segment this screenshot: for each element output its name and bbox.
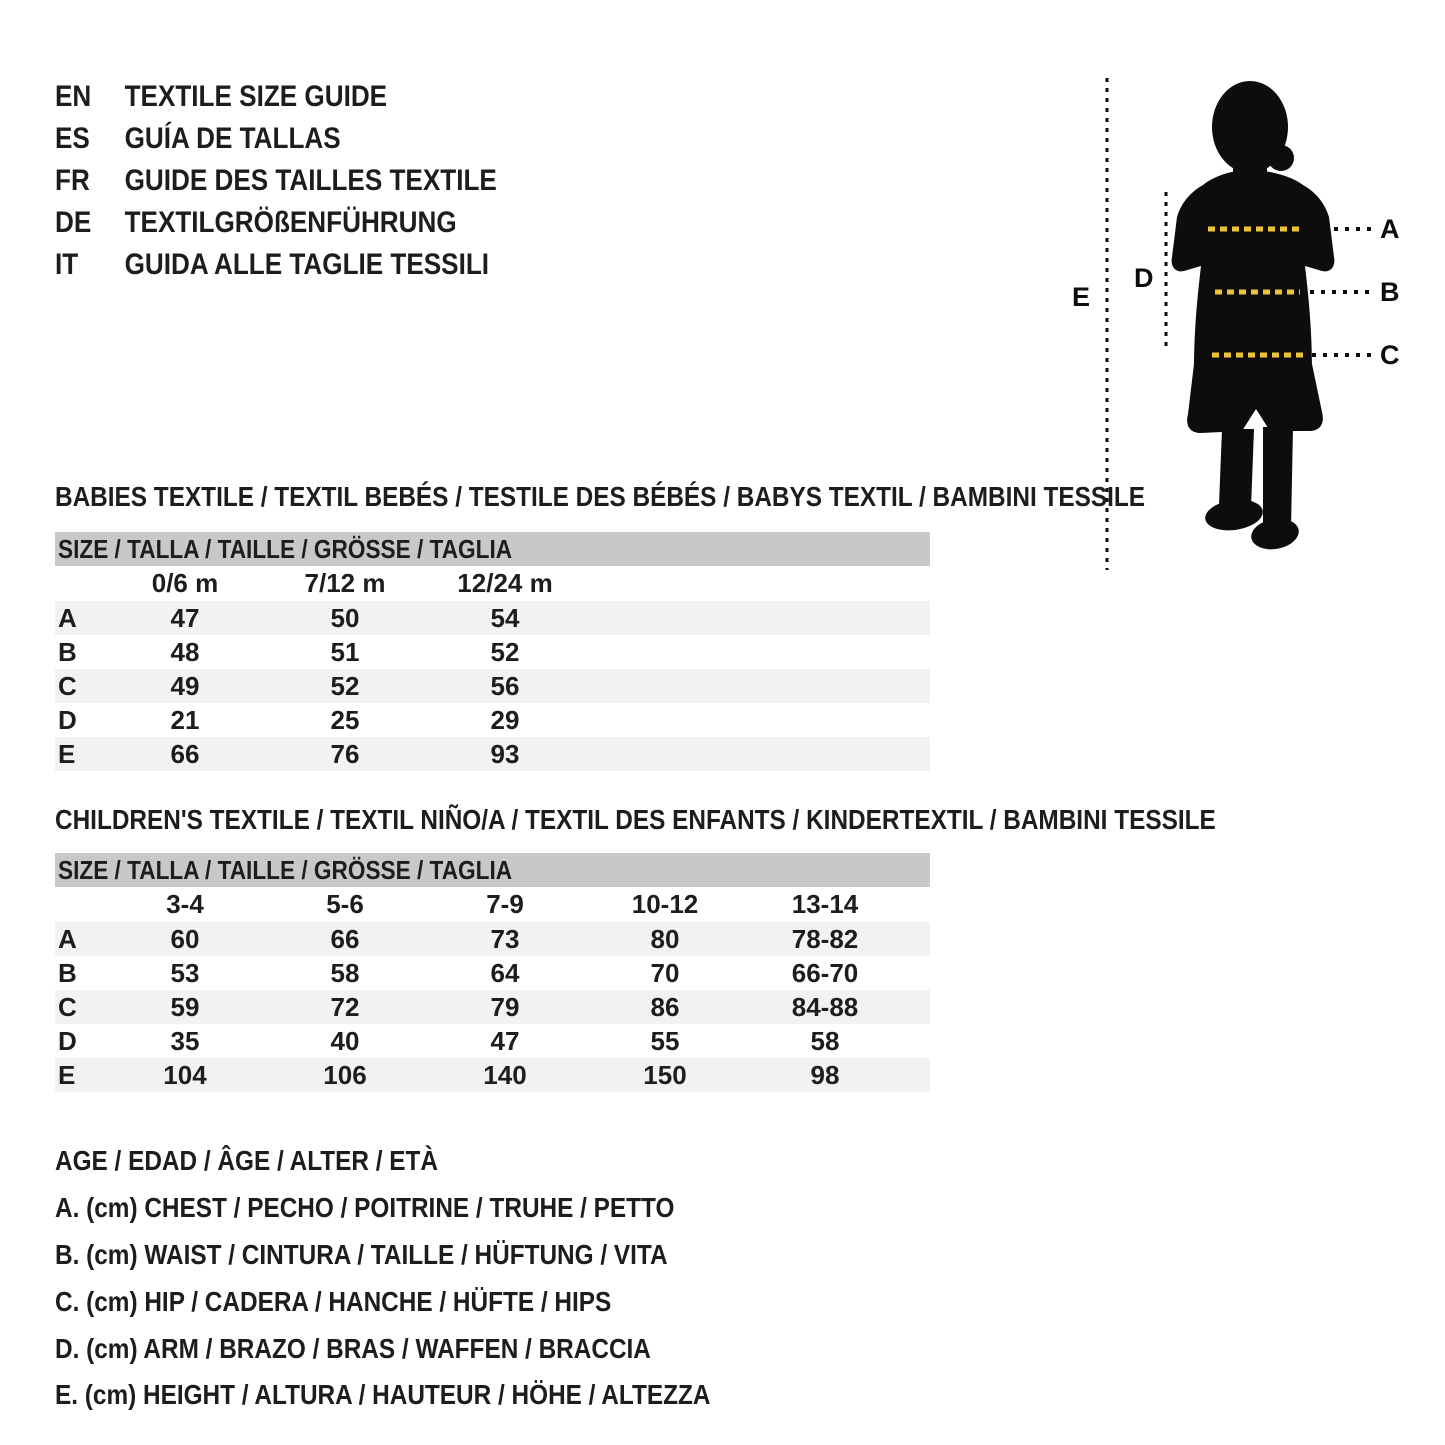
row-cells [105, 705, 585, 736]
babies-table-body [55, 601, 930, 771]
row-cells [105, 671, 585, 702]
table-cell: 150 [643, 1059, 687, 1090]
table-cell: 52 [330, 670, 360, 701]
table-row [55, 1058, 930, 1092]
row-label: B [58, 636, 77, 667]
table-cell: 84-88 [791, 991, 859, 1022]
table-row [55, 956, 930, 990]
table-cell: 59 [170, 991, 200, 1022]
language-title-row [55, 76, 497, 118]
table-cell: 104 [163, 1059, 207, 1090]
legend-line: AGE / EDAD / ÂGE / ALTER / ETÀ [55, 1145, 439, 1177]
table-cell: 66 [330, 923, 360, 954]
row-label: B [58, 957, 77, 988]
language-code: ES [55, 122, 90, 155]
table-cell: 49 [170, 670, 200, 701]
silhouette-shirt [1172, 170, 1335, 370]
table-cell: 54 [490, 602, 520, 633]
language-code: EN [55, 80, 92, 113]
label-d: D [1134, 263, 1154, 293]
row-cells [105, 992, 905, 1023]
table-cell: 51 [330, 636, 360, 667]
legend-line: E. (cm) HEIGHT / ALTURA / HAUTEUR / HÖHE / ALTEZZA [55, 1379, 711, 1411]
table-cell: 55 [650, 1025, 680, 1056]
children-table-body [55, 922, 930, 1092]
table-cell: 70 [650, 957, 680, 988]
column-header: 13-14 [791, 889, 859, 919]
table-cell: 48 [170, 636, 200, 667]
child-silhouette [1172, 81, 1335, 553]
language-code: FR [55, 164, 90, 197]
table-cell: 73 [490, 923, 520, 954]
column-header: 7-9 [486, 889, 524, 919]
row-cells [105, 958, 905, 989]
table-row [55, 601, 930, 635]
table-cell: 98 [810, 1059, 840, 1090]
legend-line: C. (cm) HIP / CADERA / HANCHE / HÜFTE / HIPS [55, 1285, 612, 1317]
column-header: 12/24 m [457, 568, 553, 598]
row-cells [105, 924, 905, 955]
table-cell: 47 [170, 602, 200, 633]
table-cell: 106 [323, 1059, 367, 1090]
row-label: E [58, 1059, 76, 1090]
table-row [55, 703, 930, 737]
table-cell: 52 [490, 636, 520, 667]
table-row [55, 990, 930, 1024]
table-cell: 58 [810, 1025, 840, 1056]
table-cell: 29 [490, 704, 520, 735]
table-cell: 80 [650, 923, 680, 954]
language-title: TEXTILE SIZE GUIDE [124, 80, 388, 113]
children-size-header-bar [55, 853, 930, 887]
table-cell: 25 [330, 704, 360, 735]
table-cell: 53 [170, 957, 200, 988]
language-title-row [55, 118, 497, 160]
column-header: 0/6 m [151, 568, 219, 598]
column-header: 7/12 m [304, 568, 386, 598]
row-label: A [58, 923, 77, 954]
table-cell: 58 [330, 957, 360, 988]
silhouette-shorts [1187, 364, 1323, 433]
babies-section-title: BABIES TEXTILE / TEXTIL BEBÉS / TESTILE DES BÉBÉS / BABYS TEXTIL / BAMBINI TESSILE [55, 481, 1146, 512]
children-section-title: CHILDREN'S TEXTILE / TEXTIL NIÑO/A / TEXTIL DES ENFANTS / KINDERTEXTIL / BAMBINI TESSILE [55, 804, 1216, 835]
table-row [55, 669, 930, 703]
table-cell: 76 [330, 738, 360, 769]
table-cell: 64 [490, 957, 520, 988]
language-code: DE [55, 206, 92, 239]
table-cell: 86 [650, 991, 680, 1022]
row-label: D [58, 1025, 77, 1056]
babies-column-headers [55, 566, 930, 601]
measurement-legend [55, 1138, 808, 1419]
language-title: GUIDA ALLE TAGLIE TESSILI [124, 248, 490, 281]
language-code: IT [55, 248, 79, 281]
language-title: GUIDE DES TAILLES TEXTILE [124, 164, 497, 197]
table-cell: 66-70 [791, 957, 859, 988]
babies-size-table [55, 532, 930, 771]
column-header: 10-12 [631, 889, 699, 919]
table-cell: 35 [170, 1025, 200, 1056]
row-cells [105, 1060, 905, 1091]
language-title-list [55, 76, 563, 286]
language-title-row [55, 202, 497, 244]
children-size-table [55, 853, 930, 1092]
language-title: GUÍA DE TALLAS [124, 122, 341, 155]
label-c: C [1380, 340, 1400, 370]
babies-size-header-bar [55, 532, 930, 566]
column-header: 3-4 [166, 889, 204, 919]
children-column-headers [55, 887, 930, 922]
table-cell: 60 [170, 923, 200, 954]
language-title-row [55, 244, 497, 286]
table-cell: 140 [483, 1059, 527, 1090]
label-b: B [1380, 277, 1400, 307]
legend-line: A. (cm) CHEST / PECHO / POITRINE / TRUHE / PETTO [55, 1192, 675, 1224]
column-header: 5-6 [326, 889, 364, 919]
row-cells [105, 739, 585, 770]
table-row [55, 922, 930, 956]
label-a: A [1380, 214, 1400, 244]
row-cells [105, 1026, 905, 1057]
row-label: D [58, 704, 77, 735]
row-cells [105, 637, 585, 668]
silhouette-right-leg [1263, 427, 1293, 528]
legend-line: D. (cm) ARM / BRAZO / BRAS / WAFFEN / BRACCIA [55, 1332, 651, 1364]
table-row [55, 635, 930, 669]
table-row [55, 737, 930, 771]
table-cell: 40 [330, 1025, 360, 1056]
table-cell: 66 [170, 738, 200, 769]
legend-line: B. (cm) WAIST / CINTURA / TAILLE / HÜFTUNG / VITA [55, 1238, 668, 1270]
row-label: C [58, 991, 77, 1022]
row-label: E [58, 738, 76, 769]
table-cell: 93 [490, 738, 520, 769]
row-label: C [58, 670, 77, 701]
table-cell: 56 [490, 670, 520, 701]
table-cell: 21 [170, 704, 200, 735]
table-cell: 78-82 [791, 923, 859, 954]
label-e: E [1072, 282, 1091, 312]
table-cell: 79 [490, 991, 520, 1022]
size-header-label: SIZE / TALLA / TAILLE / GRÖSSE / TAGLIA [58, 854, 513, 885]
silhouette-left-leg [1219, 429, 1254, 508]
table-cell: 50 [330, 602, 360, 633]
silhouette-hair-curl [1268, 145, 1294, 171]
row-label: A [58, 602, 77, 633]
row-cells [105, 603, 585, 634]
language-title: TEXTILGRÖßENFÜHRUNG [124, 206, 457, 239]
table-cell: 47 [490, 1025, 520, 1056]
table-row [55, 1024, 930, 1058]
table-cell: 72 [330, 991, 360, 1022]
language-title-row [55, 160, 497, 202]
size-header-label: SIZE / TALLA / TAILLE / GRÖSSE / TAGLIA [58, 533, 513, 564]
